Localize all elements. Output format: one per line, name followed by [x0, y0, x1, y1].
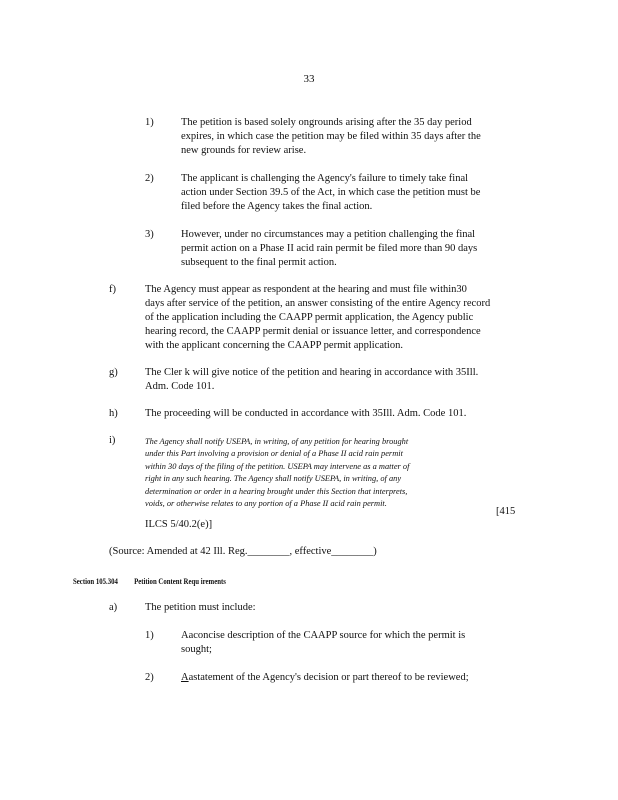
section-number: Section 105.304	[73, 576, 118, 586]
section-title: Petition Content Requ irements	[134, 576, 226, 586]
sub-item-text: Aaconcise description of the CAAPP source for which the permit is sought;	[181, 630, 466, 655]
sub-item-label: 2)	[145, 672, 154, 683]
sub-item-text: Aastatement of the Agency's decision or part thereof to be reviewed;	[181, 672, 469, 683]
statute-citation-cont: ILCS 5/40.2(e)]	[145, 519, 213, 530]
item-text-f: The Agency must appear as respondent at the hearing and must file within30 days after service of the petition, an answer consisting of the entire Agency record of the application including the CAAPP permit application, the Agency public hearing record, the CAAPP permit denial or issuance letter, and correspondence with the applicant concerning the CAAPP permit application.	[145, 284, 491, 351]
sub-item-text: The petition is based solely ongrounds arising after the 35 day period expires, in which case the petition may be filed within 35 days after the new grounds for review arise.	[181, 117, 481, 156]
sub-item-label: 3)	[145, 229, 154, 240]
source-note: (Source: Amended at 42 Ill. Reg.________, effective________)	[109, 546, 377, 557]
item-label-h: h)	[109, 408, 118, 419]
section-heading	[73, 576, 240, 586]
sub-item-label: 1)	[145, 630, 154, 641]
item-text-h: The proceeding will be conducted in accordance with 35Ill. Adm. Code 101.	[145, 408, 467, 419]
sub-item-text: The applicant is challenging the Agency's failure to timely take final action under Section 39.5 of the Act, in which case the petition must be filed before the Agency takes the final action.	[181, 173, 481, 212]
sub-item-label: 1)	[145, 117, 154, 128]
page-number: 33	[303, 73, 315, 85]
item-label-a: a)	[109, 602, 118, 613]
statute-citation: [415	[496, 506, 516, 517]
item-text-a: The petition must include:	[145, 602, 256, 613]
item-label-f: f)	[109, 284, 116, 295]
sub-item-text: However, under no circumstances may a petition challenging the final permit action on a Phase II acid rain permit be filed more than 90 days subsequent to the final permit action.	[181, 229, 478, 268]
sub-item-label: 2)	[145, 173, 154, 184]
item-label-g: g)	[109, 367, 118, 378]
item-text-i: The Agency shall notify USEPA, in writing, of any petition for hearing brought under this Part involving a provision or denial of a Phase II acid rain permit within 30 days of the filing of the petition. USEPA may intervene as a matter of right in any such hearing. The Agency shall notify USEPA, in writing, of any determination or order in a hearing brought under this Section that interprets, voids, or otherwise relates to any portion of a Phase II acid rain permit.	[145, 437, 410, 509]
item-label-i: i)	[109, 435, 116, 446]
item-text-g: The Cler k will give notice of the petition and hearing in accordance with 35Ill. Adm. Code 101.	[145, 367, 479, 392]
